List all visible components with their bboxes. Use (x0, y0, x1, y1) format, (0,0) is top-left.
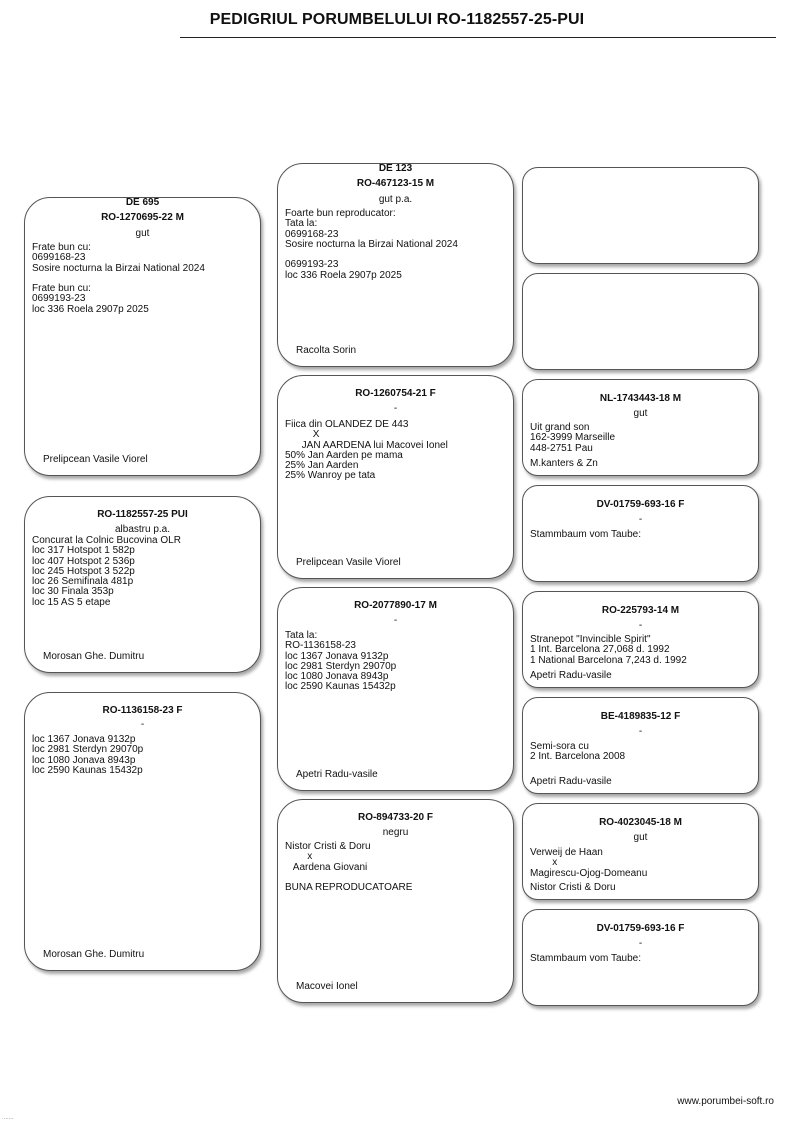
ds-color: - (393, 615, 398, 626)
sire-color: gut (135, 228, 150, 239)
dd-ring: RO-894733-20 F (357, 812, 434, 823)
dsd-color: - (638, 726, 643, 737)
sd-owner: Prelipcean Vasile Viorel (296, 557, 401, 568)
footer-website[interactable]: www.porumbei-soft.ro (677, 1096, 774, 1107)
dam-color: - (140, 719, 145, 730)
dam-owner: Morosan Ghe. Dumitru (43, 949, 145, 960)
dam-description: loc 1367 Jonava 9132p loc 2981 Sterdyn 29070p loc 1080 Jonava 8943p loc 2590 Kaunas 15432p (32, 734, 144, 776)
corner-mark: ....... (2, 1115, 14, 1121)
ds-owner: Apetri Radu-vasile (296, 769, 378, 780)
sd-description: Fiica din OLANDEZ DE 443 X JAN AARDENA lui Macovei Ionel 50% Jan Aarden pe mama 25% Jan Aarden 25% Wanroy pe tata (285, 419, 448, 482)
sd-color: - (393, 403, 398, 414)
dss-owner: Apetri Radu-vasile (530, 670, 612, 681)
sdd-ring: DV-01759-693-16 F (596, 499, 685, 510)
card-sire-dam-dam[interactable] (522, 485, 759, 582)
card-dam-dam-sire[interactable] (522, 803, 759, 900)
ss-color: gut p.a. (378, 194, 413, 205)
card-main[interactable] (24, 496, 261, 673)
card-dam-dam-dam[interactable] (522, 909, 759, 1006)
card-dam-sire-dam[interactable] (522, 697, 759, 794)
page-title: PEDIGRIUL PORUMBELULUI RO-1182557-25-PUI (209, 11, 585, 28)
sds-ring: NL-1743443-18 M (599, 393, 682, 404)
card-dam-sire-sire[interactable] (522, 591, 759, 688)
card-sire-sire-dam[interactable] (522, 273, 759, 370)
card-dam-sire[interactable] (277, 587, 514, 791)
main-description: Concurat la Colnic Bucovina OLR loc 317 Hotspot 1 582p loc 407 Hotspot 2 536p loc 245 Hotspot 3 522p loc 26 Semifinala 481p loc 30 Finala 353p loc 15 AS 5 etape (32, 535, 181, 608)
dds-owner: Nistor Cristi & Doru (530, 882, 616, 893)
title-divider (180, 37, 776, 38)
ddd-description: Stammbaum vom Taube: (530, 953, 641, 964)
dss-ring: RO-225793-14 M (601, 605, 680, 616)
sire-description: Frate bun cu: 0699168-23 Sosire nocturna la Birzai National 2024 Frate bun cu: 0699193-23 loc 336 Roela 2907p 2025 (32, 242, 205, 315)
dd-color: negru (382, 827, 409, 838)
sdd-description: Stammbaum vom Taube: (530, 529, 641, 540)
main-color: albastru p.a. (114, 524, 171, 535)
sire-prefix: DE 695 (125, 197, 160, 208)
card-dam-dam[interactable] (277, 799, 514, 1003)
card-sire-sire-sire[interactable] (522, 167, 759, 264)
card-sire-dam-sire[interactable] (522, 379, 759, 476)
ss-description: Foarte bun reproducator: Tata la: 0699168-23 Sosire nocturna la Birzai National 2024 0699193-23 loc 336 Roela 2907p 2025 (285, 208, 458, 281)
dds-description: Verweij de Haan x Magirescu-Ojog-Domeanu (530, 847, 648, 879)
main-ring: RO-1182557-25 PUI (97, 509, 188, 520)
dd-description: Nistor Cristi & Doru x Aardena Giovani BUNA REPRODUCATOARE (285, 841, 413, 894)
ss-ring: RO-467123-15 M (356, 178, 435, 189)
card-sire-dam[interactable] (277, 375, 514, 579)
sds-description: Uit grand son 162-3999 Marseille 448-2751 Pau (530, 422, 616, 454)
ss-prefix: DE 123 (378, 163, 413, 174)
ddd-ring: DV-01759-693-16 F (596, 923, 685, 934)
ds-description: Tata la: RO-1136158-23 loc 1367 Jonava 9132p loc 2981 Sterdyn 29070p loc 1080 Jonava 8943p loc 2590 Kaunas 15432p (285, 630, 397, 693)
ds-ring: RO-2077890-17 M (354, 600, 437, 611)
dam-ring: RO-1136158-23 F (102, 705, 183, 716)
card-dam[interactable] (24, 692, 261, 971)
sds-color: gut (633, 408, 648, 419)
card-sire-sire[interactable] (277, 163, 514, 367)
sd-ring: RO-1260754-21 F (355, 388, 436, 399)
sire-ring: RO-1270695-22 M (101, 212, 184, 223)
dsd-owner: Apetri Radu-vasile (530, 776, 612, 787)
card-sire[interactable] (24, 197, 261, 476)
sds-owner: M.kanters & Zn (530, 458, 598, 469)
dd-owner: Macovei Ionel (296, 981, 358, 992)
dds-ring: RO-4023045-18 M (599, 817, 682, 828)
ss-owner: Racolta Sorin (296, 345, 357, 356)
dss-color: - (638, 620, 643, 631)
dsd-description: Semi-sora cu 2 Int. Barcelona 2008 (530, 741, 626, 763)
dsd-ring: BE-4189835-12 F (600, 711, 681, 722)
dss-description: Stranepot "Invincible Spirit" 1 Int. Barcelona 27,068 d. 1992 1 National Barcelona 7,243 d. 1992 (530, 634, 687, 666)
sdd-color: - (638, 514, 643, 525)
dds-color: gut (633, 832, 648, 843)
main-owner: Morosan Ghe. Dumitru (43, 651, 145, 662)
sire-owner: Prelipcean Vasile Viorel (43, 454, 148, 465)
ddd-color: - (638, 938, 643, 949)
